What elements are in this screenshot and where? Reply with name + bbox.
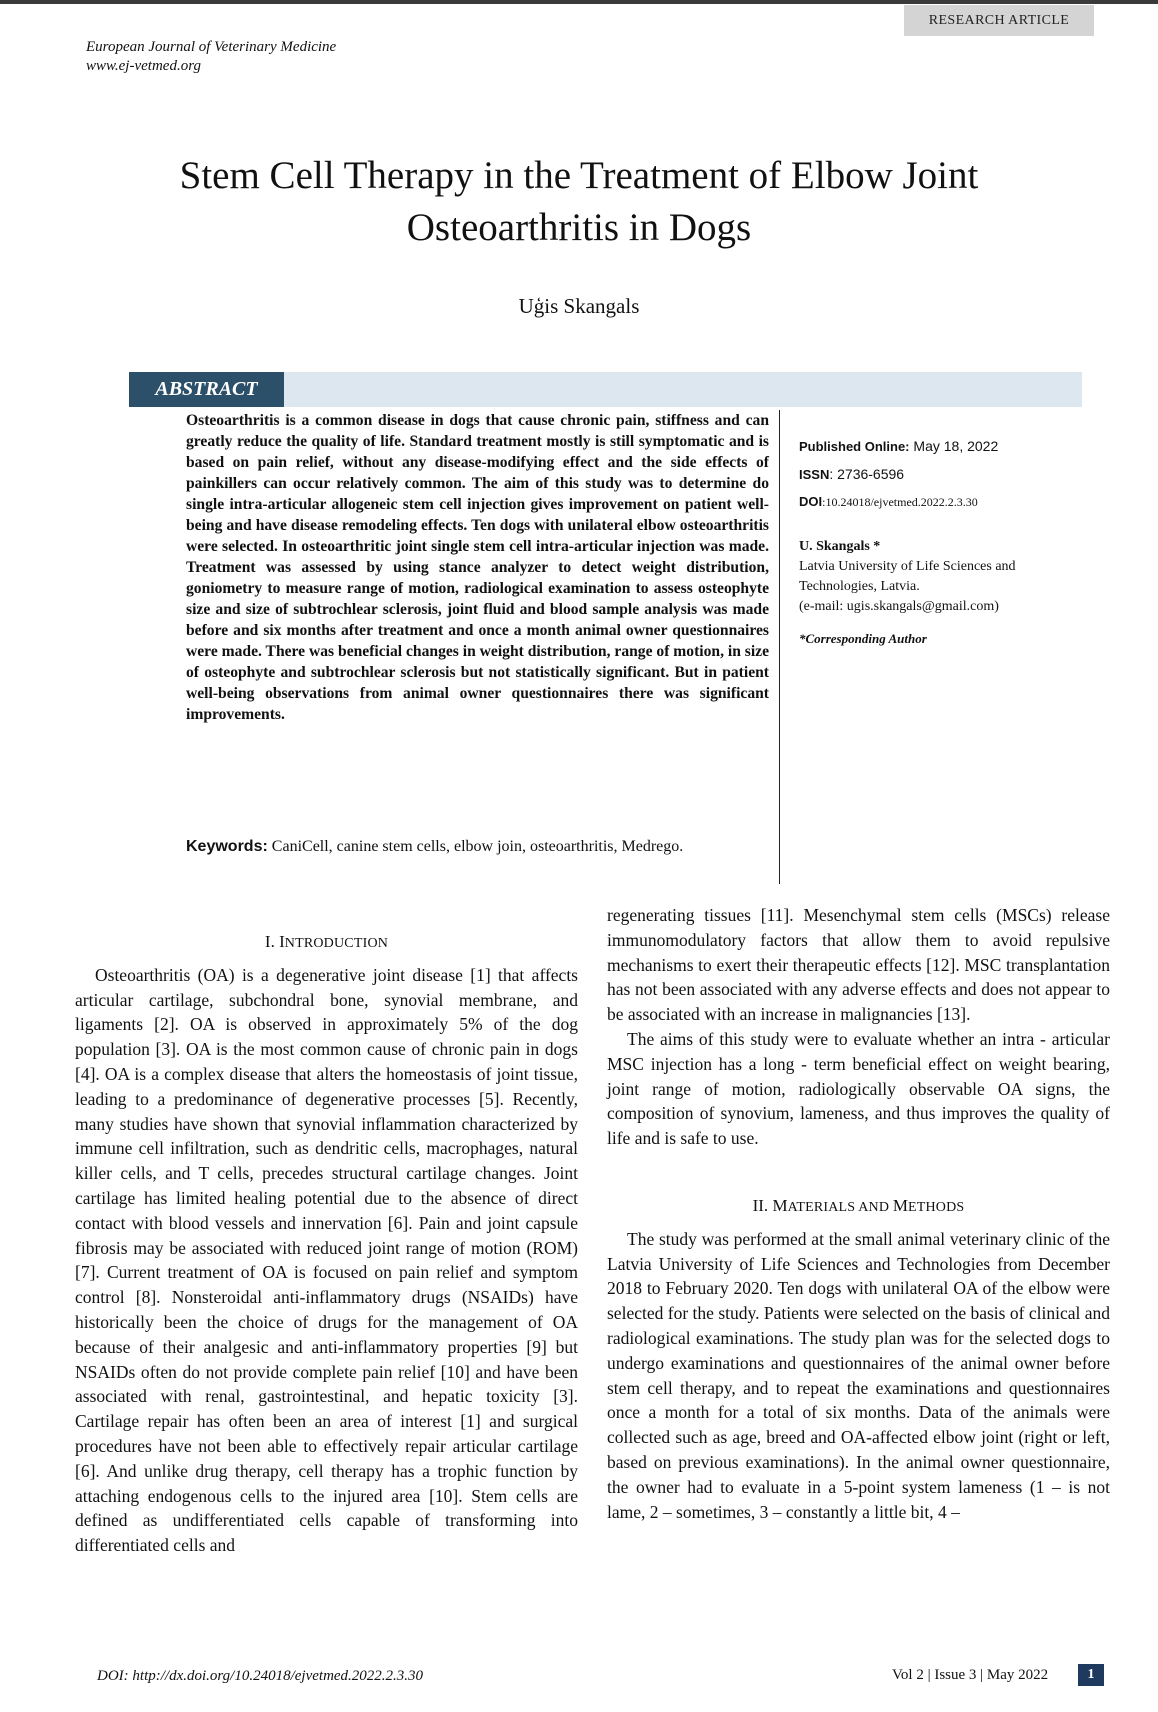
right-column	[607, 903, 1110, 1524]
journal-url[interactable]: www.ej-vetmed.org	[86, 58, 201, 74]
corresponding-author-name: U. Skangals *	[799, 539, 881, 554]
abstract-text: Osteoarthritis is a common disease in dogs that cause chronic pain, stiffness and can greatly reduce the quality of life. Standard treatment mostly is still symptomatic and is based on pain relief, without any disease-modifying effect and the side effects of painkillers can occur relatively common. The aim of this study was to determine do single intra-articular allogeneic stem cell injection gives improvement on patient well-being and have disease remodeling effects. Ten dogs with unilateral elbow osteoarthritis were selected. In osteoarthritic joint single stem cell intra-articular injection was made. Treatment was assessed by using stance analyzer to detect weight distribution, goniometry to measure range of motion, radiological examination to assess osteophyte size and size of subtrochlear sclerosis, joint fluid and blood sample analysis was made before and six months after treatment and once a month animal owner questionnaires were made. There was beneficial changes in weight distribution, range of motion, in size of osteophyte and subtrochlear sclerosis but not statistically significant. But in patient well-being observations from animal owner questionnaires there was significant improvements.	[186, 412, 770, 723]
abstract-header-bar	[284, 372, 1082, 407]
abstract-divider	[779, 410, 780, 884]
journal-name: European Journal of Veterinary Medicine	[86, 39, 337, 55]
article-type-badge: RESEARCH ARTICLE	[904, 5, 1094, 36]
issn-value: : 2736-6596	[829, 466, 905, 482]
keywords-label: Keywords:	[186, 838, 268, 855]
journal-header	[86, 38, 336, 76]
published-label: Published Online:	[799, 439, 910, 454]
published-value: May 18, 2022	[913, 438, 999, 454]
top-border-line	[0, 0, 1158, 4]
author-name: Uģis Skangals	[518, 294, 640, 318]
intro-aims-paragraph: The aims of this study were to evaluate whether an intra - articular MSC injection has a long - term beneficial effect on weight bearing, joint range of motion, radiologically observable OA signs, the composition of synovium, lameness, and thus improves the quality of life and is safe to use.	[607, 1028, 1110, 1149]
article-metadata	[799, 436, 1079, 649]
intro-paragraph-continued: regenerating tissues [11]. Mesenchymal stem cells (MSCs) release immunomodulatory factors that allow them to avoid repulsive mechanisms to exert their therapeutic effects [12]. MSC transplantation has not been associated with any adverse effects and does not appear to be associated with an increase in malignancies [13].	[607, 905, 1110, 1025]
footer-volume: Vol 2 | Issue 3 | May 2022	[892, 1667, 1049, 1683]
page-number: 1	[1078, 1664, 1104, 1686]
keywords-line	[186, 838, 776, 856]
issn-row	[799, 464, 1079, 485]
keywords-text: CaniCell, canine stem cells, elbow join, osteoarthritis, Medrego.	[271, 838, 684, 855]
author-affiliation: Latvia University of Life Sciences and Technologies, Latvia.	[799, 559, 1016, 594]
doi-value[interactable]: :10.24018/ejvetmed.2022.2.3.30	[822, 495, 978, 509]
section-heading-introduction: I. INTRODUCTION	[264, 932, 389, 951]
published-row	[799, 436, 1079, 457]
intro-paragraph: Osteoarthritis (OA) is a degenerative joint disease [1] that affects articular cartilage, subchondral bone, synovial membrane, and ligaments [2]. OA is observed in approximately 5% of the dog population [3]. OA is the most common cause of chronic pain in dogs [4]. OA is a complex disease that alters the homeostasis of joint tissue, leading to a predominance of degenerative processes [5]. Recently, many studies have shown that synovial inflammation characterized by immune cell infiltration, such as dendritic cells, macrophages, natural killer cells, and T cells, precedes structural cartilage changes. Joint cartilage has limited healing potential due to the absence of direct contact with blood vessels and innervation [6]. Pain and joint capsule fibrosis may be associated with reduced joint range of motion (ROM) [7]. Current treatment of OA is focused on pain relief and symptom control [8]. Nonsteroidal anti-inflammatory drugs (NSAIDs) have historically been the choice of drugs for the management of OA because of their analgesic and anti-inflammatory properties [9] but NSAIDs often do not provide complete pain relief [10] and have been associated with renal, gastrointestinal, and hepatic toxicity [3]. Cartilage repair has often been an area of interest [1] and surgical procedures have not been able to effectively repair articular cartilage [6]. And unlike drug therapy, cell therapy has a trophic function by attaching endogenous cells to the injured area [10]. Stem cells are defined as undifferentiated cells capable of transforming into differentiated cells and	[75, 964, 578, 1556]
abstract-label: ABSTRACT	[129, 372, 284, 407]
section-heading-methods: II. MATERIALS AND METHODS	[752, 1195, 965, 1215]
methods-paragraph: The study was performed at the small animal veterinary clinic of the Latvia University of Life Sciences and Technologies from December 2018 to February 2020. Ten dogs with unilateral OA of the elbow were selected for the study. Patients were selected on the basis of clinical and radiological examinations. The study plan was for the selected dogs to undergo examinations and questionnaires of the animal owner before stem cell therapy, and to repeat the examinations and questionnaires once a month for a total of six months. Data of the animals were collected such as age, breed and OA-affected elbow joint (right or left, based on previous examinations). In the animal owner questionnaire, the owner had to evaluate in a 5-point system lameness (1 – is not lame, 2 – sometimes, 3 – constantly a little bit, 4 –	[607, 1228, 1110, 1522]
paper-title: Stem Cell Therapy in the Treatment of Elbow Joint Osteoarthritis in Dogs	[179, 154, 979, 249]
author-email[interactable]: (e-mail: ugis.skangals@gmail.com)	[799, 599, 999, 614]
issn-label: ISSN	[799, 467, 830, 482]
doi-row	[799, 492, 1079, 512]
doi-label: DOI	[799, 494, 823, 509]
footer-doi[interactable]: DOI: http://dx.doi.org/10.24018/ejvetmed.2022.2.3.30	[97, 1668, 424, 1684]
corresponding-author-note: *Corresponding Author	[799, 631, 927, 646]
left-column	[75, 927, 578, 1558]
